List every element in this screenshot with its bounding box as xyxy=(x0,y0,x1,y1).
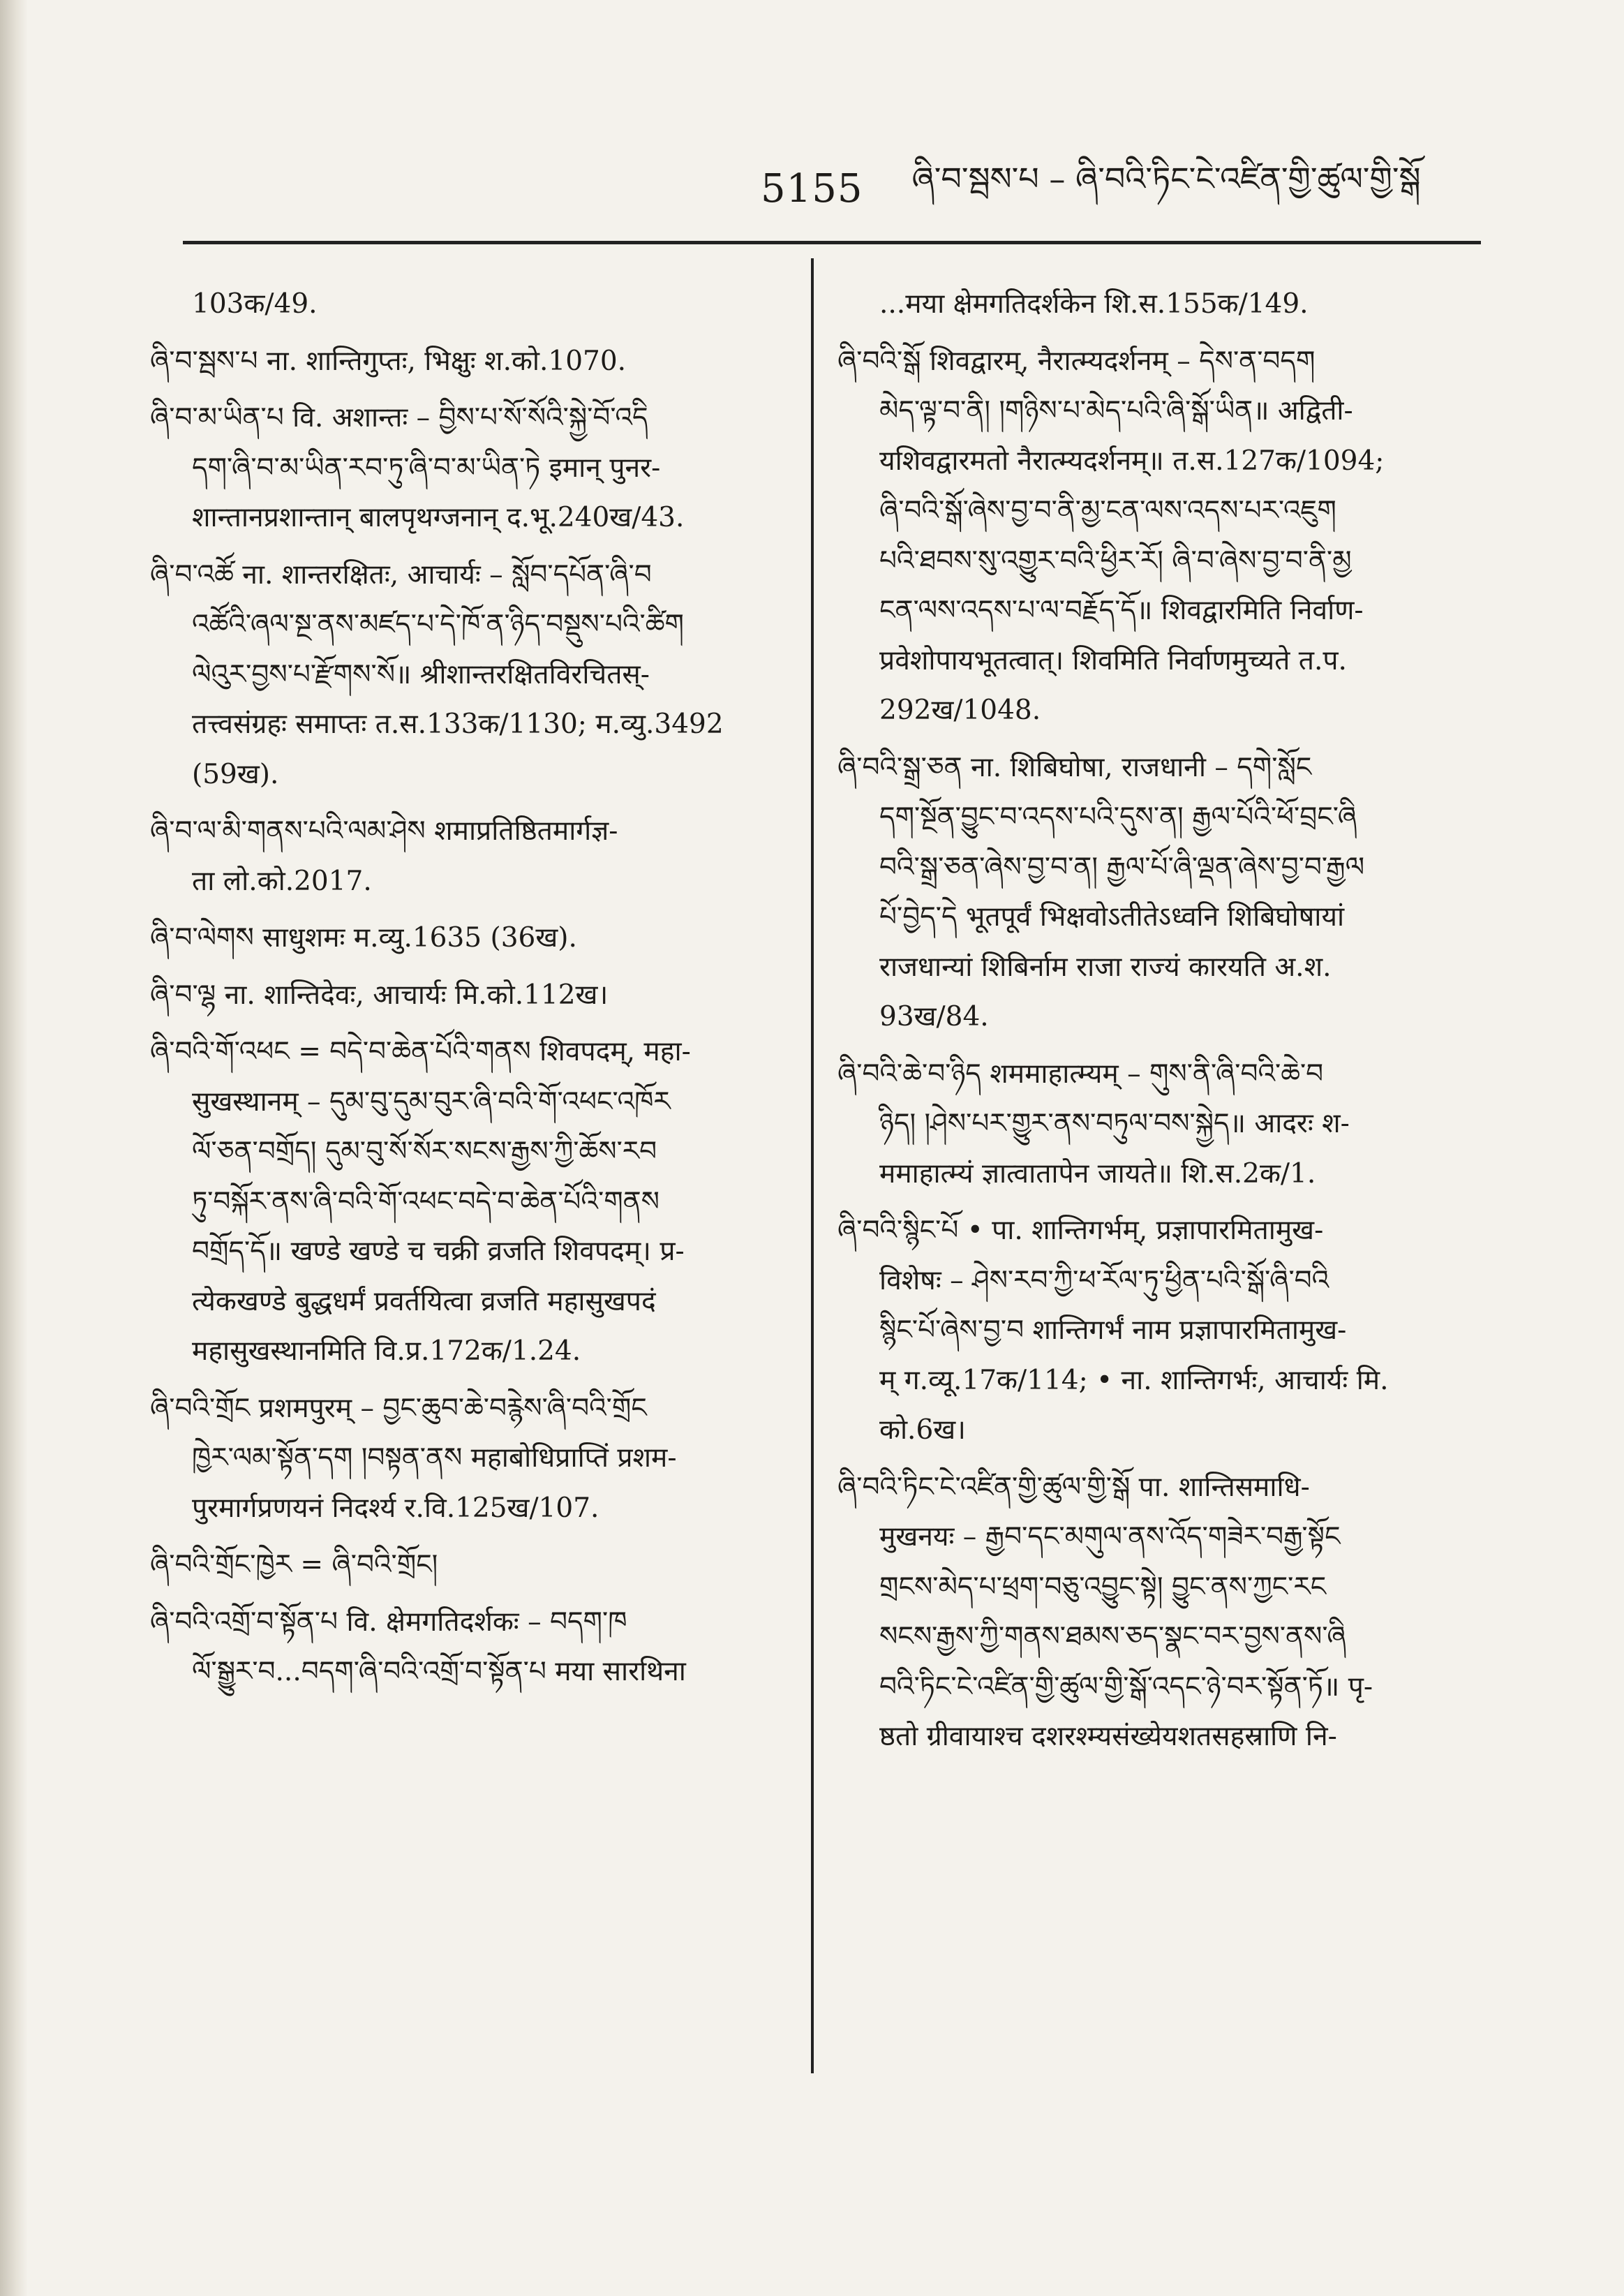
entry-continuation-line: ལེའུར་བྱས་པ་རྫོགས་སོ॥ श्रीशान्तरक्षितविरचितस्- xyxy=(192,658,650,690)
entry-continuation-line: གྲངས་མེད་པ་ཕྲག་བཅུ་འབྱུང་སྟེ། བྱུང་ནས་ཀྱང་རང xyxy=(879,1571,1327,1603)
entry-continuation-line: ཉིད། །ཤེས་པར་གྱུར་ནས་བཏུལ་བས་སྐྱེད॥ आदरः श- xyxy=(879,1108,1350,1139)
entry-continuation-line: त्येकखण्डे बुद्धधर्मं प्रवर्तयित्वा व्रजति महासुखपदं xyxy=(192,1285,656,1317)
entry-headword-line: ཞི་བ་ལྷ ना. शान्तिदेवः, आचार्यः मि.को.112ख। xyxy=(150,979,609,1011)
running-header: ཞི་བ་སྦས་པ – ཞི་བའི་ཏིང་ངེ་འཛིན་གྱི་ཚུལ་གྱི་སྒོ xyxy=(911,159,1421,198)
entry-continuation-line: འཚོའི་ཞལ་སྔ་ནས་མཛད་པ་དེ་ཁོ་ན་ཉིད་བསྡུས་པའི་ཚིག xyxy=(192,609,684,640)
entry-continuation-line: པོ་བྱེད་དེ भूतपूर्वं भिक्षवोऽतीतेऽध्वनि शिबिघोषायां xyxy=(879,901,1345,933)
entry-headword-line: ཞི་བའི་གྲོང प्रशमपुरम् – བྱང་ཆུབ་ཆེ་བརྙེས་ཞི་བའི་གྲོང xyxy=(150,1392,647,1424)
entry-headword-line: ཞི་བ་འཚོ ना. शान्तरक्षितः, आचार्यः – སློབ་དཔོན་ཞི་བ xyxy=(150,558,652,591)
entry-continuation-line: དག་ཞི་བ་མ་ཡིན་རབ་ཏུ་ཞི་བ་མ་ཡིན་ཏེ इमान् पुनर- xyxy=(192,452,661,484)
entry-continuation-line: སངས་རྒྱས་ཀྱི་གནས་ཐམས་ཅད་སྣང་བར་བྱས་ནས་ཞི xyxy=(879,1621,1346,1652)
entry-headword-line: ཞི་བའི་སྙིང་པོ • पा. शान्तिगर्भम्, प्रज्ञापारमितामुख- xyxy=(837,1215,1324,1246)
entry-continuation-line: ष्ठतो ग्रीवायाश्च दशरश्म्यसंख्येयशतसहस्राणि नि- xyxy=(879,1721,1337,1752)
entry-headword-line: ཞི་བའི་སྒྲ་ཅན ना. शिबिघोषा, राजधानी – དགེ་སློང xyxy=(837,751,1312,783)
entry-headword-line: ཞི་བ་ལ་མི་གནས་པའི་ལམ་ཤེས शमाप्रतिष्ठितमार्गज्ञ- xyxy=(150,815,618,847)
entry-continuation-line: महासुखस्थानमिति वि.प्र.172क/1.24. xyxy=(192,1335,581,1367)
page-header xyxy=(761,150,1487,227)
entry-gap xyxy=(150,386,778,393)
entry-continuation-line: ཏུ་བསྐོར་ནས་ཞི་བའི་གོ་འཕང་བདེ་བ་ཆེན་པོའི་གནས xyxy=(192,1185,660,1217)
entry-continuation-line: तत्त्वसंग्रहः समाप्तः त.स.133क/1130; म.व्यु.3492 xyxy=(192,709,724,740)
entry-continuation-line: ཁྱེར་ལམ་སྟོན་དག །བསྟན་ནས महाबोधिप्राप्तिं प्रशम- xyxy=(192,1442,677,1474)
entry-gap xyxy=(837,1199,1466,1206)
entry-gap xyxy=(150,963,778,970)
entry-headword-line: ཞི་བ་ལེགས साधुशमः म.व्यु.1635 (36ख). xyxy=(150,922,577,954)
entry-continuation-line: यशिवद्वारमतो नैरात्म्यदर्शनम्॥ त.स.127क/1094; xyxy=(879,445,1385,477)
entry-gap xyxy=(150,329,778,336)
entry-continuation-line: ...मया क्षेमगतिदर्शकेन शि.स.155क/149. xyxy=(879,288,1309,320)
entry-headword-line: ཞི་བའི་འགྲོ་བ་སྟོན་པ वि. क्षेमगतिदर्शकः – བདག་ཁ xyxy=(150,1606,627,1638)
entry-gap xyxy=(150,799,778,806)
entry-continuation-line: བའི་ཏིང་ངེ་འཛིན་གྱི་ཚུལ་གྱི་སྒོ་འདང་ཉེ་བར་སྟོན་ཏོ॥ पृ- xyxy=(879,1671,1373,1703)
entry-gap xyxy=(150,1590,778,1597)
entry-continuation-line: राजधान्यां शिबिर्नाम राजा राज्यं कारयति अ.श. xyxy=(879,951,1332,983)
entry-continuation-line: 103क/49. xyxy=(192,288,318,320)
entry-headword-line: ཞི་བའི་ཆེ་བ་ཉིད शममाहात्म्यम् – གུས་ནི་ཞི་བའི་ཆེ་བ xyxy=(837,1058,1324,1090)
left-column xyxy=(150,279,778,1697)
entry-continuation-line: मुखनयः – རྒྱབ་དང་མགུལ་ནས་འོད་གཟེར་བརྒྱ་སྟོང xyxy=(879,1521,1341,1553)
entry-headword-line: ཞི་བ་སྦས་པ ना. शान्तिगुप्तः, भिक्षुः श.को.1070. xyxy=(150,345,627,377)
entry-headword-line: ཞི་བའི་གོ་འཕང = བདེ་བ་ཆེན་པོའི་གནས शिवपदम्, महा- xyxy=(150,1036,691,1067)
entry-continuation-line: विशेषः – ཤེས་རབ་ཀྱི་ཕ་རོལ་ཏུ་ཕྱིན་པའི་སྒོ་ཞི་བའི xyxy=(879,1264,1329,1296)
entry-continuation-line: ता लो.को.2017. xyxy=(192,865,372,897)
header-rule xyxy=(183,241,1481,244)
entry-headword-line: ཞི་བའི་གྲོང་ཁྱེར = ཞི་བའི་གྲོང། xyxy=(150,1549,438,1580)
entry-continuation-line: सुखस्थानम् – དུམ་བུ་དུམ་བུར་ཞི་བའི་གོ་འཕང་འཁོར xyxy=(192,1086,671,1118)
entry-continuation-line: པའི་ཐབས་སུ་འགྱུར་བའི་ཕྱིར་རོ། ཞི་བ་ཞེས་བྱ་བ་ནི་མྱ xyxy=(879,545,1352,577)
entry-continuation-line: མེད་ལྟ་བ་ནི། །གཉིས་པ་མེད་པའི་ཞི་སྒོ་ཡིན॥ अद्विती- xyxy=(879,395,1353,427)
entry-continuation-line: म् ग.व्यू.17क/114; • ना. शान्तिगर्भः, आचार्यः मि. xyxy=(879,1364,1389,1396)
entry-continuation-line: शान्तानप्रशान्तान् बालपृथग्जनान् द.भू.240ख/43. xyxy=(192,502,685,533)
entry-continuation-line: ལོ་སྒྱུར་བ...བདག་ཞི་བའི་འགྲོ་བ་སྟོན་པ मया सारथिना xyxy=(192,1656,686,1687)
entry-continuation-line: 93ख/84. xyxy=(879,1001,989,1032)
entry-continuation-line: སྙིང་པོ་ཞེས་བྱ་བ शान्तिगर्भं नाम प्रज्ञापारमितामुख- xyxy=(879,1314,1347,1346)
entry-continuation-line: ངན་ལས་འདས་པ་ལ་བརྗོད་དོ॥ शिवद्वारमिति निर्वाण- xyxy=(879,595,1364,626)
entry-headword-line: ཞི་བའི་ཏིང་ངེ་འཛིན་གྱི་ཚུལ་གྱི་སྒོ पा. शान्तिसमाधि- xyxy=(837,1471,1310,1503)
entry-continuation-line: བའི་སྒྲ་ཅན་ཞེས་བྱ་བ་ན། རྒྱལ་པོ་ཞི་ལྡན་ཞེས་བྱ་བ་རྒྱལ xyxy=(879,851,1365,883)
page-edge-shadow xyxy=(0,0,28,2296)
entry-gap xyxy=(150,1020,778,1027)
entry-continuation-line: (59ख). xyxy=(192,758,279,790)
entry-continuation-line: བགྲོད་དོ॥ खण्डे खण्डे च चक्री व्रजति शिवपदम्। प्र- xyxy=(192,1236,685,1267)
entry-headword-line: ཞི་བའི་སྒོ शिवद्वारम्, नैरात्म्यदर्शनम् – དེས་ན་བདག xyxy=(837,345,1316,377)
page-number: 5155 xyxy=(761,165,863,212)
entry-continuation-line: དག་སྔོན་བྱུང་བ་འདས་པའི་དུས་ན། རྒྱལ་པོའི་ཕོ་བྲང་ཞི xyxy=(879,801,1357,833)
entry-continuation-line: प्रवेशोपायभूतत्वात्। शिवमिति निर्वाणमुच्यते त.प. xyxy=(879,644,1347,676)
column-divider xyxy=(811,258,814,2073)
entry-gap xyxy=(837,1042,1466,1049)
entry-gap xyxy=(837,736,1466,743)
entry-gap xyxy=(150,1377,778,1384)
entry-gap xyxy=(837,329,1466,336)
entry-continuation-line: ममाहात्म्यं ज्ञात्वातापेन जायते॥ शि.स.2क/1. xyxy=(879,1157,1316,1190)
entry-continuation-line: 292ख/1048. xyxy=(879,695,1041,726)
entry-headword-line: ཞི་བ་མ་ཡིན་པ वि. अशान्तः – བྱིས་པ་སོ་སོའི་སྐྱེ་བོ་འདི xyxy=(150,402,648,434)
entry-continuation-line: को.6ख। xyxy=(879,1414,966,1446)
entry-gap xyxy=(150,543,778,550)
entry-continuation-line: ལོ་ཅན་བགྲོད། དུམ་བུ་སོ་སོར་སངས་རྒྱས་ཀྱི་ཆོས་རབ xyxy=(192,1136,657,1167)
right-column xyxy=(837,279,1466,1762)
entry-continuation-line: पुरमार्गप्रणयनं निदर्श्य र.वि.125ख/107. xyxy=(192,1492,599,1524)
entry-gap xyxy=(150,906,778,913)
entry-continuation-line: ཞི་བའི་སྒོ་ཞེས་བྱ་བ་ནི་མྱ་ངན་ལས་འདས་པར་འཇུག xyxy=(879,495,1336,526)
entry-gap xyxy=(837,1456,1466,1462)
entry-gap xyxy=(150,1533,778,1540)
